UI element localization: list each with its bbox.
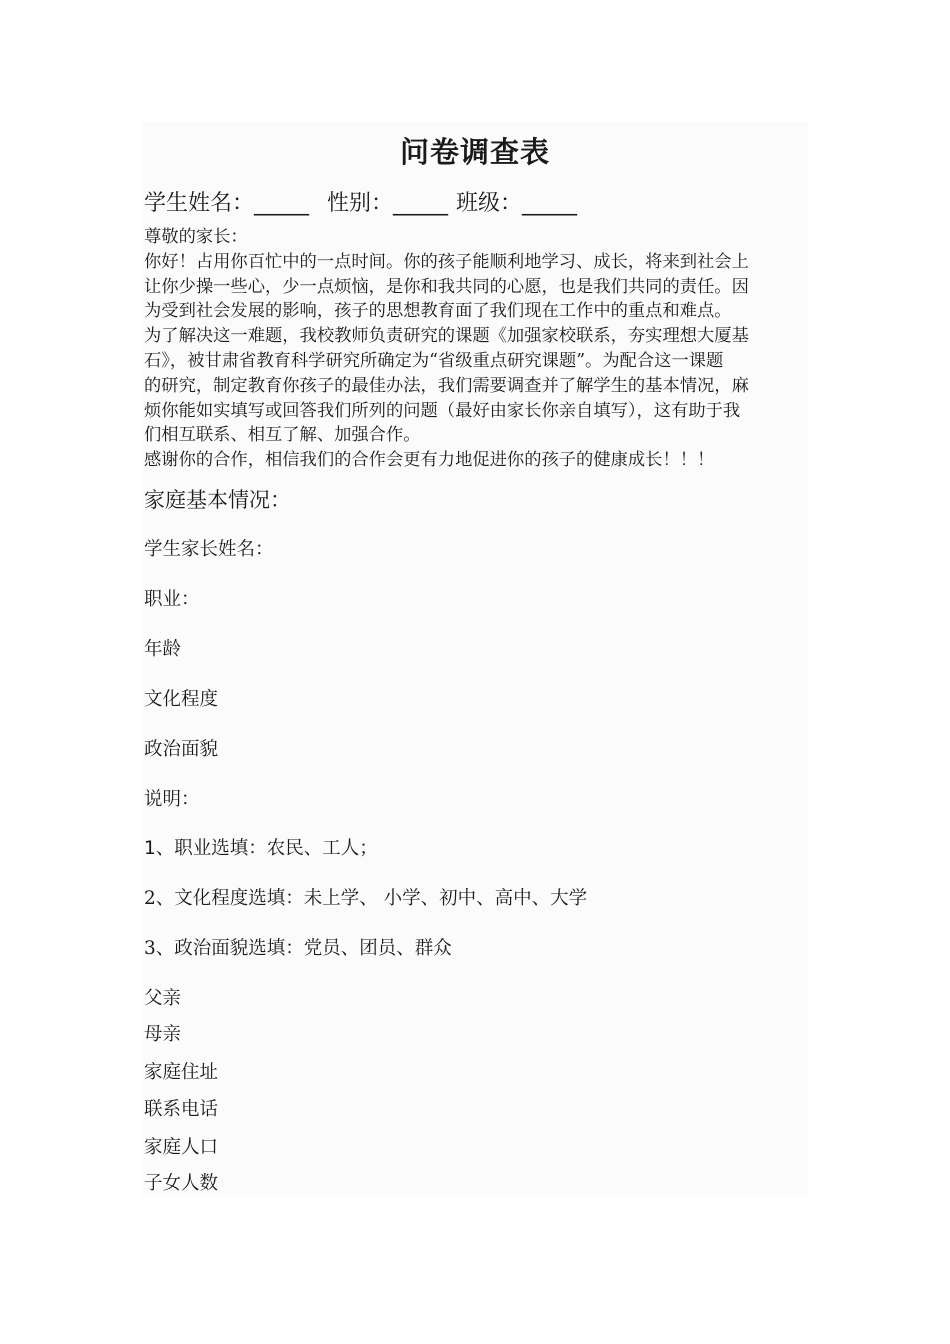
letter-line: 为受到社会发展的影响，孩子的思想教育面了我们现在工作中的重点和难点。: [144, 301, 732, 322]
note-education: 2、文化程度选填：未上学、 小学、初中、高中、大学: [144, 888, 588, 909]
student-name-field: 学生姓名：_____: [144, 191, 310, 216]
letter-line: 感谢你的合作，相信我们的合作会更有力地促进你的孩子的健康成长！！！: [144, 450, 715, 471]
letter-line: 为了解决这一难题，我校教师负责研究的课题《加强家校联系，夯实理想大厦基: [144, 326, 749, 347]
family-section-heading: 家庭基本情况：: [144, 488, 291, 512]
note-political-status: 3、政治面貌选填：党员、团员、群众: [144, 938, 452, 959]
class-field: 班级：_____: [456, 191, 578, 216]
notes-label: 说明：: [144, 789, 200, 810]
page-title: 问卷调查表: [399, 135, 550, 169]
phone-label: 联系电话: [144, 1099, 219, 1120]
letter-line: 烦你能如实填写或回答我们所列的问题（最好由家长你亲自填写），这有助于我: [144, 400, 741, 421]
parent-name-label: 学生家长姓名：: [144, 539, 274, 560]
student-info-line: [144, 186, 577, 217]
letter-line: 石》，被甘肃省教育科学研究所确定为“省级重点研究课题”。为配合这一课题: [144, 350, 724, 371]
letter-line: 你好！占用你百忙中的一点时间。你的孩子能顺利地学习、成长，将来到社会上: [144, 251, 749, 272]
letter-line: 们相互联系、相互了解、加强合作。: [144, 425, 421, 446]
father-label: 父亲: [144, 988, 182, 1009]
address-label: 家庭住址: [144, 1062, 219, 1083]
letter-line: 让你少操一些心，少一点烦恼，是你和我共同的心愿，也是我们共同的责任。因: [144, 276, 749, 297]
household-size-label: 家庭人口: [144, 1137, 219, 1158]
letter-line: 的研究，制定教育你孩子的最佳办法，我们需要调查并了解学生的基本情况，麻: [144, 375, 749, 396]
age-label: 年龄: [144, 639, 182, 660]
salutation: 尊敬的家长：: [144, 227, 248, 247]
mother-label: 母亲: [144, 1024, 182, 1045]
education-label: 文化程度: [144, 689, 219, 710]
note-occupation: 1、职业选填：农民、工人；: [144, 838, 378, 859]
gender-field: 性别：_____: [327, 191, 449, 216]
letter-body: [144, 225, 810, 473]
children-count-label: 子女人数: [144, 1173, 219, 1194]
political-status-label: 政治面貌: [144, 739, 219, 760]
occupation-label: 职业：: [144, 589, 200, 610]
